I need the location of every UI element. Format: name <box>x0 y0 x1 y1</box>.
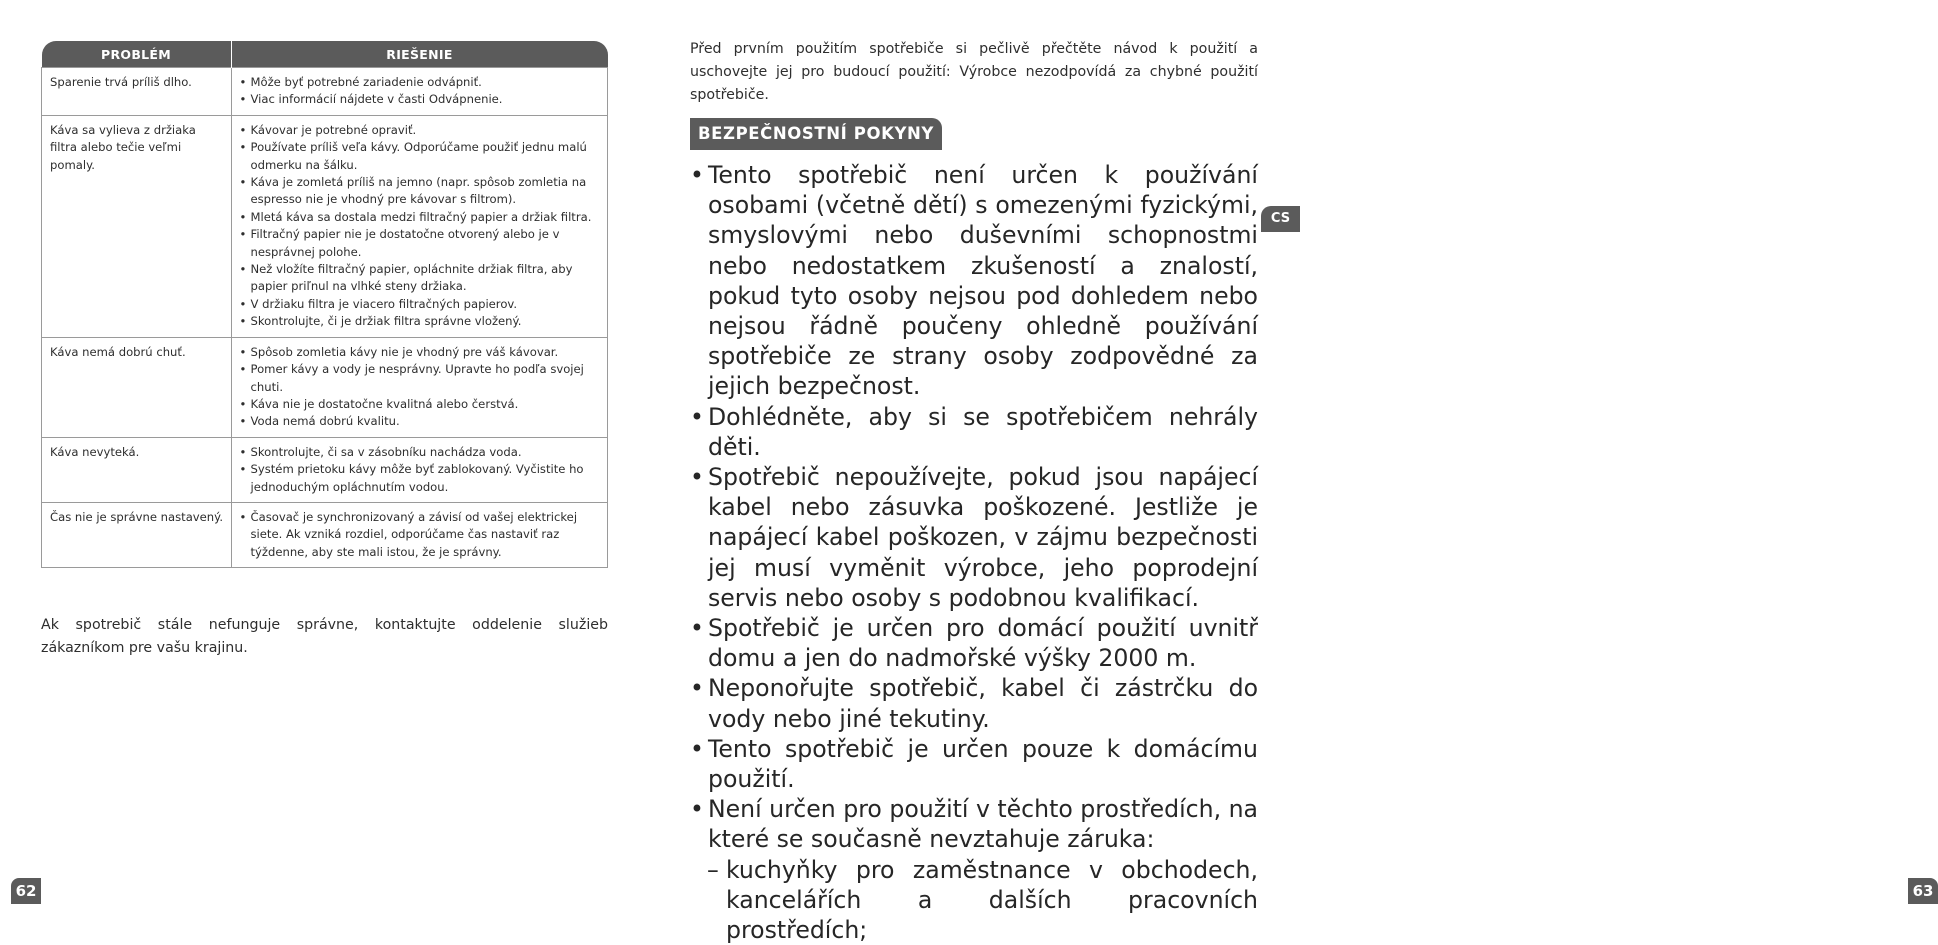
solution-item: • Filtračný papier nie je dostatočne otvorený alebo je v nesprávnej polohe. <box>240 226 602 261</box>
solution-item: • Skontrolujte, či je držiak filtra správne vložený. <box>240 313 602 330</box>
solution-list <box>240 122 602 331</box>
solution-item: • V držiaku filtra je viacero filtračných papierov. <box>240 296 602 313</box>
bullet-marker: • <box>690 463 704 492</box>
language-tab: CS <box>1261 206 1300 232</box>
solution-item: • Voda nemá dobrú kvalitu. <box>240 413 602 430</box>
problem-cell: Sparenie trvá príliš dlho. <box>42 68 232 116</box>
bullet-marker: • <box>690 161 704 189</box>
item-text: Dohlédněte, aby si se spotřebičem nehrály děti. <box>708 402 1258 461</box>
solution-list <box>240 444 602 496</box>
bullet-marker: • <box>690 674 704 703</box>
table-row <box>42 68 608 116</box>
safety-heading: BEZPEČNOSTNÍ POKYNY <box>690 118 942 150</box>
solution-cell <box>231 337 608 437</box>
safety-item <box>690 160 1258 402</box>
bullet-marker: • <box>690 795 704 824</box>
solution-item: • Skontrolujte, či sa v zásobníku nachádza voda. <box>240 444 602 461</box>
safety-item <box>690 613 1258 673</box>
solution-item: • Mletá káva sa dostala medzi filtračný papier a držiak filtra. <box>240 209 602 226</box>
safety-item <box>690 673 1258 733</box>
page-number-right: 63 <box>1908 878 1938 904</box>
item-text: Tento spotřebič není určen k používání osobami (včetně dětí) s omezenými fyzickými, smyslovými nebo duševními schopnostmi nebo nedostatkem zkušeností a znalostí, pokud tyto osoby nejsou pod dohledem nebo nejsou řádně poučeny ohledně používání spotřebiče ze strany osoby zodpovědné za jejich bezpečnost. <box>708 161 1258 401</box>
left-page <box>0 0 650 922</box>
table-row <box>42 502 608 567</box>
item-text: Spotřebič je určen pro domácí použití uvnitř domu a jen do nadmořské výšky 2000 m. <box>708 614 1258 673</box>
problem-cell: Čas nie je správne nastavený. <box>42 502 232 567</box>
problem-cell: Káva sa vylieva z držiaka filtra alebo tečie veľmi pomaly. <box>42 115 232 337</box>
item-text: kuchyňky pro zaměstnance v obchodech, kancelářích a dalších pracovních prostředích; <box>726 855 1258 945</box>
solution-item: • Systém prietoku kávy môže byť zablokovaný. Vyčistite ho jednoduchým opláchnutím vodou. <box>240 461 602 496</box>
bullet-marker: • <box>690 614 704 643</box>
header-solution: RIEŠENIE <box>231 41 608 68</box>
table-row <box>42 115 608 337</box>
table-row <box>42 337 608 437</box>
solution-item: • Časovač je synchronizovaný a závisí od vašej elektrickej siete. Ak vzniká rozdiel, odporúčame čas nastaviť raz týždenne, aby ste mali istou, že je správny. <box>240 509 602 561</box>
intro-paragraph: Před prvním použitím spotřebiče si pečlivě přečtěte návod k použití a uschovejte jej pro budoucí použití: Výrobce nezodpovídá za chybné použití spotřebiče. <box>690 41 1258 103</box>
problem-cell: Káva nevyteká. <box>42 437 232 502</box>
bullet-marker: • <box>690 402 704 431</box>
solution-item: • Káva je zomletá príliš na jemno (napr. spôsob zomletia na espresso nie je vhodný pre kávovar s filtrom). <box>240 174 602 209</box>
solution-item: • Používate príliš veľa kávy. Odporúčame použiť jednu malú odmerku na šálku. <box>240 139 602 174</box>
safety-item <box>690 402 1258 462</box>
safety-sub-item <box>690 855 1258 945</box>
page-number-left: 62 <box>11 878 41 904</box>
solution-item: • Viac informácií nájdete v časti Odvápnenie. <box>240 91 602 108</box>
solution-cell <box>231 115 608 337</box>
safety-instructions-list <box>690 160 1258 945</box>
solution-item: • Káva nie je dostatočne kvalitná alebo čerstvá. <box>240 396 602 413</box>
item-text: Není určen pro použití v těchto prostředích, na které se současně nevztahuje záruka: <box>708 795 1258 854</box>
troubleshooting-table <box>41 41 608 568</box>
table-row <box>42 437 608 502</box>
safety-item <box>690 734 1258 794</box>
solution-item: • Môže byť potrebné zariadenie odvápniť. <box>240 74 602 91</box>
item-text: Tento spotřebič je určen pouze k domácímu použití. <box>708 734 1258 794</box>
bullet-marker: • <box>690 734 704 763</box>
solution-cell <box>231 68 608 116</box>
item-text: Neponořujte spotřebič, kabel či zástrčku do vody nebo jiné tekutiny. <box>708 674 1258 733</box>
right-page <box>650 0 1934 945</box>
solution-item: • Pomer kávy a vody je nesprávny. Upravte ho podľa svojej chuti. <box>240 361 602 396</box>
solution-cell <box>231 502 608 567</box>
table-header-row <box>42 41 608 68</box>
item-text: Spotřebič nepoužívejte, pokud jsou napájecí kabel nebo zásuvka poškozené. Jestliže je napájecí kabel poškozen, v zájmu bezpečnosti jej musí vyměnit výrobce, jeho poprodejní servis nebo osoby s podobnou kvalifikací. <box>708 463 1258 612</box>
table-body <box>42 68 608 568</box>
solution-item: • Spôsob zomletia kávy nie je vhodný pre váš kávovar. <box>240 344 602 361</box>
dash-marker: – <box>707 855 719 884</box>
solution-list <box>240 74 602 109</box>
solution-item: • Kávovar je potrebné opraviť. <box>240 122 602 139</box>
header-problem: PROBLÉM <box>42 41 232 68</box>
solution-list <box>240 509 602 561</box>
solution-list <box>240 344 602 431</box>
solution-item: • Než vložíte filtračný papier, opláchnite držiak filtra, aby papier priľnul na vlhké steny držiaka. <box>240 261 602 296</box>
customer-service-note: Ak spotrebič stále nefunguje správne, kontaktujte oddelenie služieb zákazníkom pre vašu krajinu. <box>41 617 608 656</box>
safety-item <box>690 462 1258 613</box>
problem-cell: Káva nemá dobrú chuť. <box>42 337 232 437</box>
solution-cell <box>231 437 608 502</box>
safety-item <box>690 794 1258 854</box>
